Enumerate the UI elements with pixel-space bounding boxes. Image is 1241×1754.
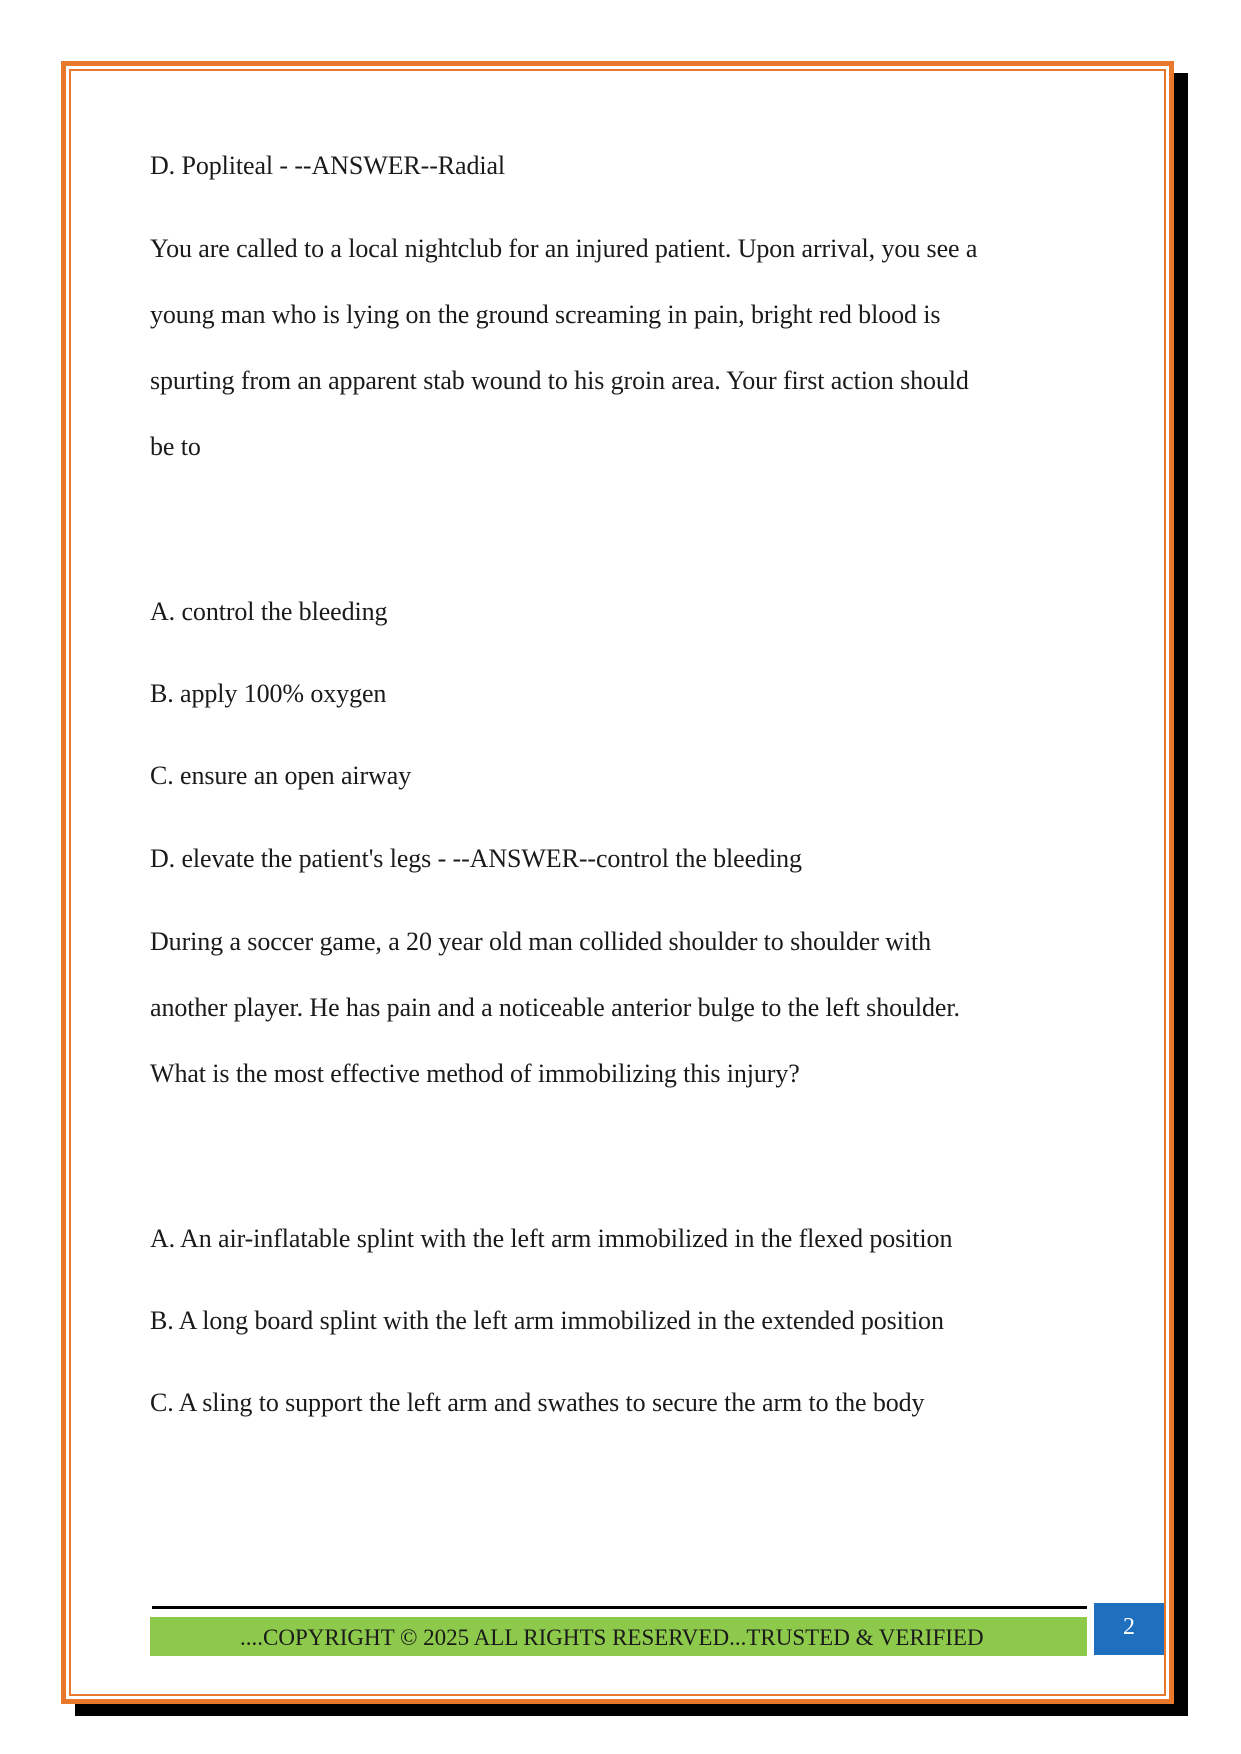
option-c-airway: C. ensure an open airway	[150, 761, 412, 790]
option-a-air-splint: A. An air-inflatable splint with the left arm immobilized in the flexed position	[150, 1224, 953, 1253]
question-nightclub-line-4: be to	[150, 432, 201, 461]
question-nightclub-line-3: spurting from an apparent stab wound to his groin area. Your first action should	[150, 366, 969, 395]
question-nightclub-line-2: young man who is lying on the ground screaming in pain, bright red blood is	[150, 300, 941, 329]
question-nightclub-line-1: You are called to a local nightclub for an injured patient. Upon arrival, you see a	[150, 234, 978, 263]
option-b-oxygen: B. apply 100% oxygen	[150, 679, 387, 708]
option-b-long-board: B. A long board splint with the left arm immobilized in the extended position	[150, 1306, 944, 1335]
question-soccer-line-2: another player. He has pain and a noticeable anterior bulge to the left shoulder.	[150, 993, 960, 1022]
page-number: 2	[1094, 1603, 1164, 1655]
option-d-answer-line: D. elevate the patient's legs - --ANSWER--control the bleeding	[150, 844, 802, 873]
question-soccer-line-3: What is the most effective method of immobilizing this injury?	[150, 1059, 800, 1088]
answer-line-popliteal: D. Popliteal - --ANSWER--Radial	[150, 151, 506, 180]
footer-divider	[152, 1606, 1087, 1609]
option-a-control-bleeding: A. control the bleeding	[150, 597, 388, 626]
question-soccer-line-1: During a soccer game, a 20 year old man collided shoulder to shoulder with	[150, 927, 932, 956]
footer-bar	[150, 1617, 1087, 1656]
option-c-sling: C. A sling to support the left arm and swathes to secure the arm to the body	[150, 1388, 925, 1417]
footer-copyright: ....COPYRIGHT © 2025 ALL RIGHTS RESERVED...TRUSTED & VERIFIED	[240, 1625, 984, 1650]
